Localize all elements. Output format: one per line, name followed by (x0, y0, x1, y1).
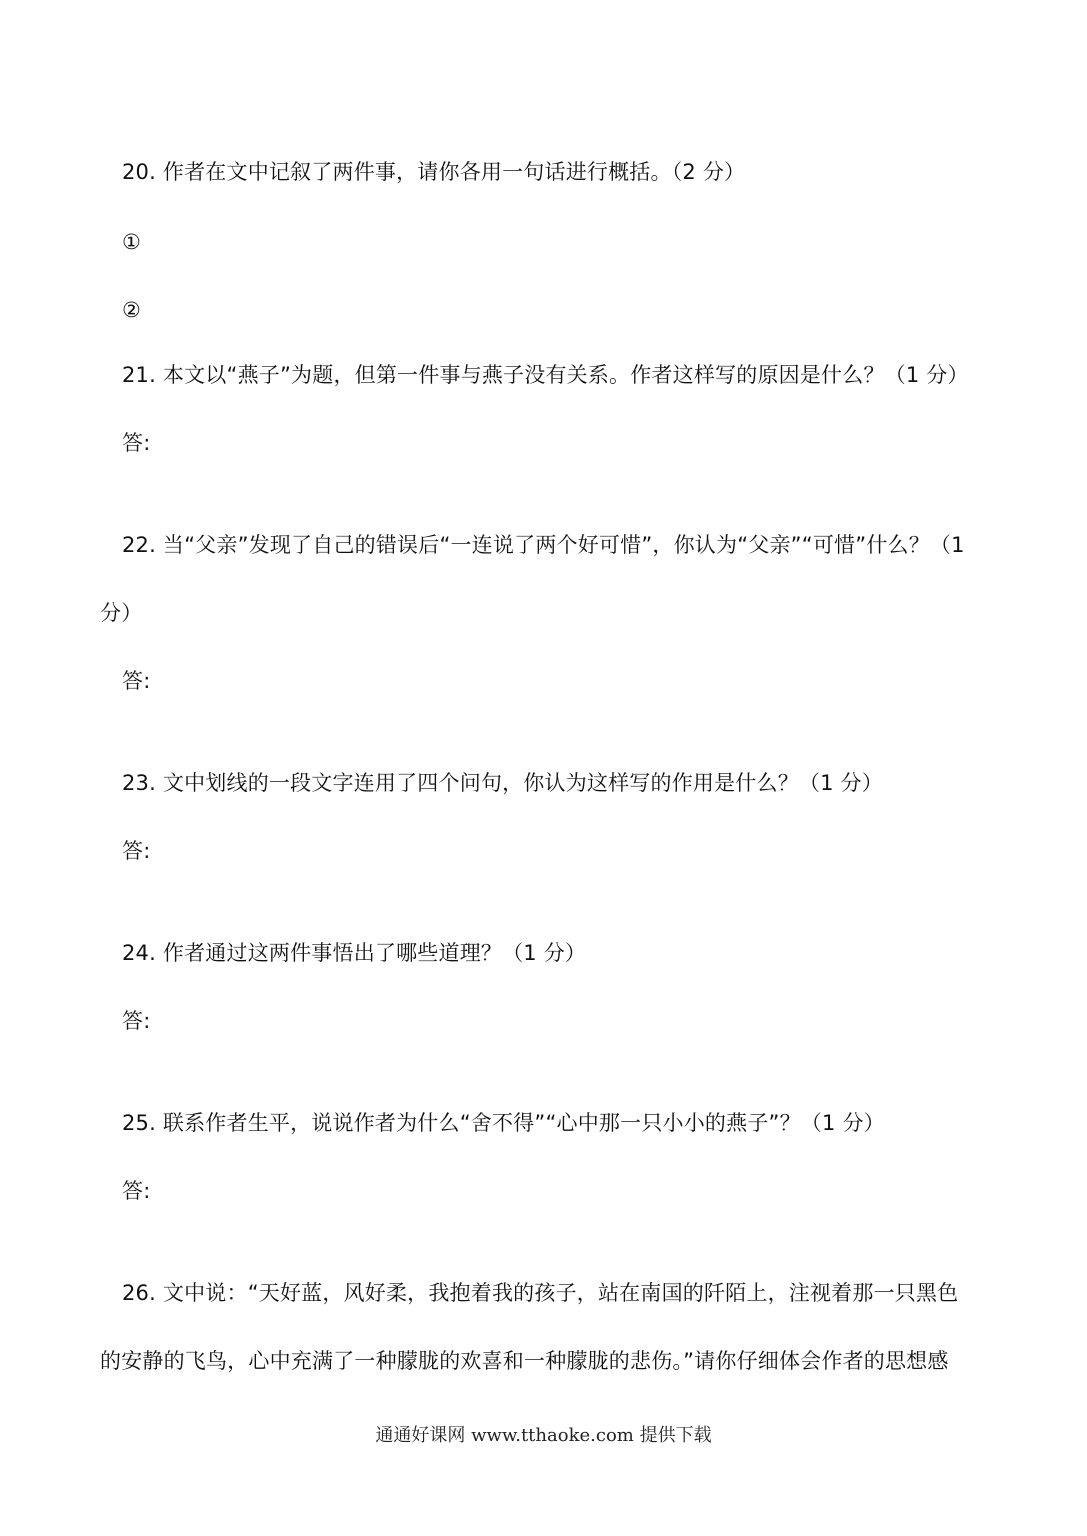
question-number: 20. (122, 160, 156, 184)
question-text: 联系作者生平，说说作者为什么“舍不得”“心中那一只小小的燕子”？（1 分） (162, 1111, 885, 1135)
question-text: 作者通过这两件事悟出了哪些道理？（1 分） (162, 941, 587, 965)
answer-label: 答: (122, 839, 151, 863)
question-text: 作者在文中记叙了两件事，请你各用一句话进行概括。（2 分） (162, 160, 746, 184)
question-number: 25. (122, 1111, 156, 1135)
question-number: 22. (122, 533, 156, 557)
page-footer: 通通好课网 www.tthaoke.com 提供下载 (375, 1425, 712, 1446)
answer-label: 答: (122, 431, 151, 455)
question-23 (122, 767, 883, 799)
answer-label: 答: (122, 1179, 151, 1203)
question-25 (122, 1107, 885, 1139)
sub-answer-1: ① (122, 230, 142, 254)
question-21 (122, 359, 969, 391)
question-text: 文中说：“天好蓝，风好柔，我抱着我的孩子，站在南国的阡陌上，注视着那一只黑色 (162, 1281, 959, 1305)
sub-answer-2: ② (122, 298, 142, 322)
question-continuation: 分） (100, 601, 143, 625)
question-24 (122, 937, 586, 969)
question-number: 21. (122, 363, 156, 387)
question-text: 本文以“燕子”为题，但第一件事与燕子没有关系。作者这样写的原因是什么？（1 分） (162, 363, 969, 387)
question-continuation: 的安静的飞鸟，心中充满了一种朦胧的欢喜和一种朦胧的悲伤。”请你仔细体会作者的思想感 (100, 1349, 949, 1373)
answer-label: 答: (122, 1009, 151, 1033)
answer-label: 答: (122, 669, 151, 693)
question-22 (122, 529, 965, 561)
question-text: 文中划线的一段文字连用了四个问句，你认为这样写的作用是什么？（1 分） (162, 771, 883, 795)
question-number: 24. (122, 941, 156, 965)
question-20 (122, 156, 745, 188)
question-number: 26. (122, 1281, 156, 1305)
question-text: 当“父亲”发现了自己的错误后“一连说了两个好可惜”，你认为“父亲”“可惜”什么？（1 (162, 533, 965, 557)
question-number: 23. (122, 771, 156, 795)
question-26 (122, 1277, 958, 1309)
